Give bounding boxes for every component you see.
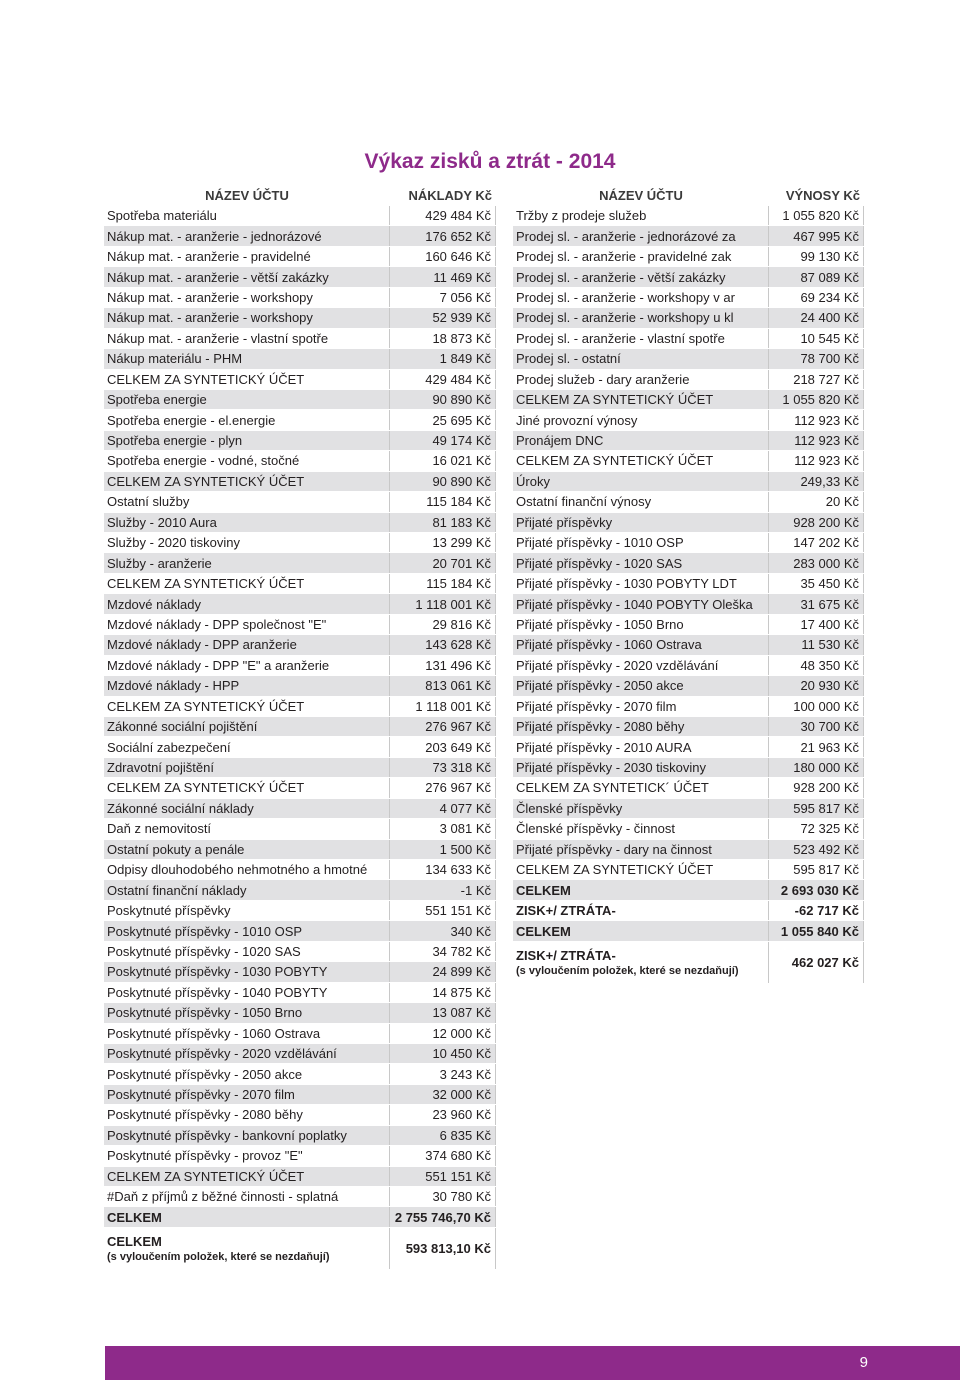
revenues-account-name: CELKEM ZA SYNTETICKÝ ÚČET — [513, 390, 769, 409]
revenues-table-row — [513, 697, 864, 717]
expenses-account-value: 23 960 Kč — [390, 1105, 496, 1124]
expenses-account-name: Odpisy dlouhodobého nehmotného a hmotné — [104, 860, 390, 879]
revenues-account-value: 1 055 820 Kč — [769, 390, 864, 409]
expenses-account-name: Nákup mat. - aranžerie - jednorázové — [104, 226, 390, 245]
revenues-table-row — [513, 206, 864, 226]
expenses-table-row — [104, 247, 496, 267]
revenues-account-value: 249,33 Kč — [769, 472, 864, 491]
expenses-account-value: 52 939 Kč — [390, 308, 496, 327]
revenues-table-row — [513, 615, 864, 635]
revenues-account-name: Prodej sl. - aranžerie - workshopy u kl — [513, 308, 769, 327]
expenses-account-value: 813 061 Kč — [390, 676, 496, 695]
expenses-account-name: Ostatní pokuty a penále — [104, 840, 390, 859]
expenses-account-name: Spotřeba energie - vodné, stočné — [104, 451, 390, 470]
expenses-account-value: 90 890 Kč — [390, 390, 496, 409]
revenues-table-row — [513, 492, 864, 512]
expenses-account-value: 340 Kč — [390, 921, 496, 940]
revenues-account-value: 928 200 Kč — [769, 513, 864, 532]
revenues-account-value: 595 817 Kč — [769, 799, 864, 818]
revenues-account-name: Členské příspěvky — [513, 799, 769, 818]
expenses-account-value: 115 184 Kč — [390, 574, 496, 593]
expenses-table-row — [104, 410, 496, 430]
expenses-account-value: 30 780 Kč — [390, 1187, 496, 1206]
expenses-table-row — [104, 1085, 496, 1105]
expenses-account-name: Mzdové náklady - DPP "E" a aranžerie — [104, 656, 390, 675]
expenses-account-name: CELKEM ZA SYNTETICKÝ ÚČET — [104, 778, 390, 797]
expenses-account-value: 25 695 Kč — [390, 410, 496, 429]
expenses-account-name: Mzdové náklady - DPP společnost "E" — [104, 615, 390, 634]
revenues-table-row — [513, 921, 864, 941]
expenses-account-value: 1 500 Kč — [390, 840, 496, 859]
revenues-account-value: 1 055 840 Kč — [769, 921, 864, 940]
expenses-account-name: Poskytnuté příspěvky - bankovní poplatky — [104, 1126, 390, 1145]
revenues-table-row — [513, 656, 864, 676]
revenues-table-row — [513, 226, 864, 246]
expenses-account-name: Ostatní finanční náklady — [104, 880, 390, 899]
expenses-account-value: 276 967 Kč — [390, 717, 496, 736]
expenses-table-row — [104, 370, 496, 390]
expenses-table-row — [104, 226, 496, 246]
expenses-table-row — [104, 451, 496, 471]
expenses-table-row — [104, 697, 496, 717]
revenues-table-row — [513, 880, 864, 900]
revenues-table-row — [513, 717, 864, 737]
expenses-account-name: Poskytnuté příspěvky - 1020 SAS — [104, 942, 390, 961]
expenses-table-row — [104, 615, 496, 635]
expenses-account-value: 374 680 Kč — [390, 1146, 496, 1165]
revenues-table-row — [513, 533, 864, 553]
revenues-account-value: 928 200 Kč — [769, 778, 864, 797]
expenses-account-name: Služby - aranžerie — [104, 553, 390, 572]
expenses-account-value: -1 Kč — [390, 880, 496, 899]
expenses-table-row — [104, 553, 496, 573]
expenses-account-value: 81 183 Kč — [390, 513, 496, 532]
expenses-account-name: CELKEM ZA SYNTETICKÝ ÚČET — [104, 1167, 390, 1186]
revenues-table-row — [513, 247, 864, 267]
revenues-account-name: Prodej sl. - aranžerie - větší zakázky — [513, 267, 769, 286]
revenues-account-name: CELKEM ZA SYNTETICKÝ ÚČET — [513, 860, 769, 879]
expenses-table-row — [104, 819, 496, 839]
footer-bar — [105, 1346, 960, 1380]
revenues-account-name: Ostatní finanční výnosy — [513, 492, 769, 511]
expenses-account-name: Mzdové náklady - HPP — [104, 676, 390, 695]
expenses-account-value: 131 496 Kč — [390, 656, 496, 675]
expenses-account-name: Ostatní služby — [104, 492, 390, 511]
revenues-account-name: Přijaté příspěvky - 1060 Ostrava — [513, 635, 769, 654]
revenues-account-value: 17 400 Kč — [769, 615, 864, 634]
expenses-account-value: 1 118 001 Kč — [390, 697, 496, 716]
expenses-table-row — [104, 492, 496, 512]
expenses-account-name: CELKEM ZA SYNTETICKÝ ÚČET — [104, 472, 390, 491]
expenses-account-value: 3 243 Kč — [390, 1064, 496, 1083]
revenues-account-value: 147 202 Kč — [769, 533, 864, 552]
expenses-table-row — [104, 717, 496, 737]
expenses-table-row — [104, 942, 496, 962]
expenses-table-row — [104, 472, 496, 492]
expenses-table-row — [104, 880, 496, 900]
expenses-table-row — [104, 1187, 496, 1207]
expenses-table-row — [104, 1024, 496, 1044]
revenues-table-row — [513, 737, 864, 757]
revenues-account-name: Přijaté příspěvky - 1050 Brno — [513, 615, 769, 634]
revenues-table-row — [513, 410, 864, 430]
expenses-table-row — [104, 737, 496, 757]
expenses-account-name: Sociální zabezpečení — [104, 737, 390, 756]
expenses-account-value: 143 628 Kč — [390, 635, 496, 654]
expenses-account-value: 2 755 746,70 Kč — [390, 1207, 496, 1226]
expenses-account-value: 176 652 Kč — [390, 226, 496, 245]
revenues-account-value: 523 492 Kč — [769, 840, 864, 859]
page-number: 9 — [859, 1354, 868, 1371]
revenues-final-label — [513, 942, 769, 983]
expenses-account-name: Nákup materiálu - PHM — [104, 349, 390, 368]
revenues-account-name: Přijaté příspěvky — [513, 513, 769, 532]
expenses-account-name: Služby - 2020 tiskoviny — [104, 533, 390, 552]
revenues-account-value: 78 700 Kč — [769, 349, 864, 368]
expenses-table-row — [104, 758, 496, 778]
expenses-account-name: CELKEM ZA SYNTETICKÝ ÚČET — [104, 697, 390, 716]
revenues-account-value: 30 700 Kč — [769, 717, 864, 736]
expenses-account-value: 16 021 Kč — [390, 451, 496, 470]
revenues-table-row — [513, 308, 864, 328]
expenses-account-name: Poskytnuté příspěvky - 1010 OSP — [104, 921, 390, 940]
revenues-account-name: CELKEM — [513, 880, 769, 899]
expenses-account-value: 4 077 Kč — [390, 799, 496, 818]
expenses-table-row — [104, 1003, 496, 1023]
revenues-account-value: 24 400 Kč — [769, 308, 864, 327]
revenues-account-value: 20 930 Kč — [769, 676, 864, 695]
revenues-account-name: Prodej sl. - ostatní — [513, 349, 769, 368]
revenues-account-value: 21 963 Kč — [769, 737, 864, 756]
expenses-account-value: 13 087 Kč — [390, 1003, 496, 1022]
expenses-account-name: Mzdové náklady — [104, 594, 390, 613]
expenses-account-value: 20 701 Kč — [390, 553, 496, 572]
expenses-header-name: NÁZEV ÚČTU — [205, 187, 289, 203]
revenues-final-note: (s vyloučením položek, které se nezdaňují) — [516, 964, 739, 977]
expenses-account-name: Zdravotní pojištění — [104, 758, 390, 777]
revenues-account-value: 180 000 Kč — [769, 758, 864, 777]
revenues-account-value: 11 530 Kč — [769, 635, 864, 654]
expenses-account-name: Zákonné sociální náklady — [104, 799, 390, 818]
expenses-account-value: 13 299 Kč — [390, 533, 496, 552]
expenses-table-row — [104, 799, 496, 819]
expenses-table-row — [104, 921, 496, 941]
revenues-table-row — [513, 370, 864, 390]
expenses-account-value: 34 782 Kč — [390, 942, 496, 961]
revenues-account-value: 283 000 Kč — [769, 553, 864, 572]
revenues-account-name: Prodej sl. - aranžerie - workshopy v ar — [513, 288, 769, 307]
revenues-account-value: 2 693 030 Kč — [769, 880, 864, 899]
expenses-account-value: 1 118 001 Kč — [390, 594, 496, 613]
expenses-account-name: Poskytnuté příspěvky - provoz "E" — [104, 1146, 390, 1165]
revenues-account-name: Přijaté příspěvky - 2030 tiskoviny — [513, 758, 769, 777]
expenses-table-row — [104, 513, 496, 533]
revenues-table-row — [513, 778, 864, 798]
expenses-table-row — [104, 308, 496, 328]
revenues-account-value: 69 234 Kč — [769, 288, 864, 307]
expenses-account-value: 6 835 Kč — [390, 1126, 496, 1145]
expenses-table-row — [104, 574, 496, 594]
expenses-account-value: 551 151 Kč — [390, 1167, 496, 1186]
revenues-table-row — [513, 840, 864, 860]
revenues-account-value: -62 717 Kč — [769, 901, 864, 920]
revenues-final-value: 462 027 Kč — [769, 942, 864, 983]
expenses-account-value: 90 890 Kč — [390, 472, 496, 491]
revenues-account-value: 1 055 820 Kč — [769, 206, 864, 225]
expenses-account-name: Nákup mat. - aranžerie - workshopy — [104, 288, 390, 307]
revenues-final-row — [513, 942, 864, 984]
revenues-account-value: 112 923 Kč — [769, 431, 864, 450]
expenses-account-name: Nákup mat. - aranžerie - pravidelné — [104, 247, 390, 266]
revenues-account-name: Prodej sl. - aranžerie - jednorázové za — [513, 226, 769, 245]
revenues-account-value: 87 089 Kč — [769, 267, 864, 286]
expenses-table — [104, 184, 496, 1270]
expenses-account-name: Poskytnuté příspěvky - 1030 POBYTY — [104, 962, 390, 981]
expenses-header — [104, 184, 496, 206]
expenses-account-name: Poskytnuté příspěvky - 1060 Ostrava — [104, 1024, 390, 1043]
revenues-table-row — [513, 267, 864, 287]
expenses-account-name: Poskytnuté příspěvky - 2070 film — [104, 1085, 390, 1104]
expenses-account-name: Spotřeba energie - plyn — [104, 431, 390, 450]
expenses-table-row — [104, 1126, 496, 1146]
revenues-account-name: Prodej sl. - aranžerie - vlastní spotře — [513, 329, 769, 348]
revenues-table-row — [513, 390, 864, 410]
revenues-account-name: CELKEM ZA SYNTETICKÝ ÚČET — [513, 451, 769, 470]
revenues-account-name: Členské příspěvky - činnost — [513, 819, 769, 838]
revenues-account-name: Přijaté příspěvky - 2080 běhy — [513, 717, 769, 736]
expenses-account-name: CELKEM — [104, 1207, 390, 1226]
revenues-account-name: Přijaté příspěvky - 1020 SAS — [513, 553, 769, 572]
revenues-table-row — [513, 329, 864, 349]
revenues-table-row — [513, 574, 864, 594]
revenues-header-name: NÁZEV ÚČTU — [599, 187, 683, 203]
revenues-account-value: 20 Kč — [769, 492, 864, 511]
revenues-header — [513, 184, 864, 206]
expenses-table-row — [104, 676, 496, 696]
expenses-account-name: Daň z nemovitostí — [104, 819, 390, 838]
expenses-account-value: 134 633 Kč — [390, 860, 496, 879]
expenses-account-value: 429 484 Kč — [390, 370, 496, 389]
revenues-table-row — [513, 513, 864, 533]
revenues-account-value: 100 000 Kč — [769, 697, 864, 716]
revenues-account-name: Přijaté příspěvky - 1010 OSP — [513, 533, 769, 552]
expenses-account-value: 203 649 Kč — [390, 737, 496, 756]
expenses-account-name: Poskytnuté příspěvky - 2080 běhy — [104, 1105, 390, 1124]
expenses-table-row — [104, 962, 496, 982]
expenses-final-note: (s vyloučením položek, které se nezdaňují) — [107, 1250, 330, 1263]
expenses-table-row — [104, 1167, 496, 1187]
revenues-account-value: 31 675 Kč — [769, 594, 864, 613]
expenses-table-row — [104, 1105, 496, 1125]
expenses-account-value: 73 318 Kč — [390, 758, 496, 777]
revenues-table-row — [513, 635, 864, 655]
expenses-final-row — [104, 1228, 496, 1270]
expenses-account-value: 24 899 Kč — [390, 962, 496, 981]
expenses-table-row — [104, 840, 496, 860]
revenues-account-name: Tržby z prodeje služeb — [513, 206, 769, 225]
expenses-account-value: 1 849 Kč — [390, 349, 496, 368]
expenses-account-value: 32 000 Kč — [390, 1085, 496, 1104]
expenses-table-row — [104, 1146, 496, 1166]
revenues-account-name: CELKEM ZA SYNTETICK´ ÚČET — [513, 778, 769, 797]
expenses-final-label — [104, 1228, 390, 1269]
revenues-table-row — [513, 472, 864, 492]
expenses-account-name: Zákonné sociální pojištění — [104, 717, 390, 736]
revenues-account-name: Přijaté příspěvky - dary na činnost — [513, 840, 769, 859]
revenues-account-name: Přijaté příspěvky - 2010 AURA — [513, 737, 769, 756]
revenues-account-value: 218 727 Kč — [769, 370, 864, 389]
revenues-account-name: ZISK+/ ZTRÁTA- — [513, 901, 769, 920]
revenues-header-value: VÝNOSY Kč — [785, 187, 860, 203]
expenses-table-row — [104, 288, 496, 308]
revenues-account-value: 10 545 Kč — [769, 329, 864, 348]
expenses-account-value: 115 184 Kč — [390, 492, 496, 511]
expenses-account-name: Poskytnuté příspěvky - 1050 Brno — [104, 1003, 390, 1022]
expenses-table-row — [104, 349, 496, 369]
expenses-account-name: CELKEM ZA SYNTETICKÝ ÚČET — [104, 370, 390, 389]
expenses-table-row — [104, 431, 496, 451]
revenues-table-row — [513, 676, 864, 696]
revenues-account-name: Přijaté příspěvky - 2020 vzdělávání — [513, 656, 769, 675]
revenues-table-row — [513, 860, 864, 880]
expenses-account-value: 49 174 Kč — [390, 431, 496, 450]
revenues-account-name: Prodej služeb - dary aranžerie — [513, 370, 769, 389]
revenues-account-name: Přijaté příspěvky - 1040 POBYTY Oleška — [513, 594, 769, 613]
expenses-account-name: Poskytnuté příspěvky - 2050 akce — [104, 1064, 390, 1083]
expenses-account-value: 14 875 Kč — [390, 983, 496, 1002]
expenses-account-value: 551 151 Kč — [390, 901, 496, 920]
revenues-table-row — [513, 288, 864, 308]
expenses-account-value: 18 873 Kč — [390, 329, 496, 348]
expenses-table-row — [104, 1064, 496, 1084]
revenues-rows — [513, 206, 864, 984]
revenues-final-name: ZISK+/ ZTRÁTA- — [516, 947, 616, 963]
revenues-table — [513, 184, 864, 984]
expenses-table-row — [104, 860, 496, 880]
revenues-account-value: 99 130 Kč — [769, 247, 864, 266]
revenues-account-value: 48 350 Kč — [769, 656, 864, 675]
revenues-table-row — [513, 594, 864, 614]
revenues-account-value: 35 450 Kč — [769, 574, 864, 593]
expenses-account-name: #Daň z příjmů z běžné činnosti - splatná — [104, 1187, 390, 1206]
expenses-table-row — [104, 901, 496, 921]
expenses-table-row — [104, 329, 496, 349]
revenues-account-name: Jiné provozní výnosy — [513, 410, 769, 429]
revenues-account-value: 467 995 Kč — [769, 226, 864, 245]
expenses-account-name: Nákup mat. - aranžerie - vlastní spotře — [104, 329, 390, 348]
expenses-final-name: CELKEM — [107, 1233, 162, 1249]
expenses-table-row — [104, 656, 496, 676]
page-title: Výkaz zisků a ztrát - 2014 — [364, 150, 616, 173]
expenses-account-value: 3 081 Kč — [390, 819, 496, 838]
expenses-table-row — [104, 1207, 496, 1227]
expenses-table-row — [104, 594, 496, 614]
expenses-account-name: Spotřeba energie - el.energie — [104, 410, 390, 429]
expenses-account-name: CELKEM ZA SYNTETICKÝ ÚČET — [104, 574, 390, 593]
revenues-account-value: 112 923 Kč — [769, 451, 864, 470]
expenses-account-value: 11 469 Kč — [390, 267, 496, 286]
expenses-header-value: NÁKLADY Kč — [408, 187, 492, 203]
revenues-account-name: Úroky — [513, 472, 769, 491]
expenses-account-name: Poskytnuté příspěvky - 1040 POBYTY — [104, 983, 390, 1002]
expenses-account-name: Spotřeba energie — [104, 390, 390, 409]
expenses-account-value: 29 816 Kč — [390, 615, 496, 634]
revenues-account-name: Pronájem DNC — [513, 431, 769, 450]
expenses-final-value: 593 813,10 Kč — [390, 1228, 496, 1269]
revenues-table-row — [513, 349, 864, 369]
expenses-table-row — [104, 390, 496, 410]
revenues-table-row — [513, 799, 864, 819]
revenues-table-row — [513, 431, 864, 451]
expenses-account-value: 160 646 Kč — [390, 247, 496, 266]
expenses-account-name: Nákup mat. - aranžerie - větší zakázky — [104, 267, 390, 286]
revenues-table-row — [513, 758, 864, 778]
expenses-table-row — [104, 1044, 496, 1064]
expenses-table-row — [104, 533, 496, 553]
revenues-table-row — [513, 901, 864, 921]
expenses-account-name: Služby - 2010 Aura — [104, 513, 390, 532]
expenses-account-name: Poskytnuté příspěvky — [104, 901, 390, 920]
revenues-table-row — [513, 553, 864, 573]
expenses-rows — [104, 206, 496, 1270]
expenses-account-name: Poskytnuté příspěvky - 2020 vzdělávání — [104, 1044, 390, 1063]
revenues-account-name: Přijaté příspěvky - 2070 film — [513, 697, 769, 716]
expenses-account-name: Spotřeba materiálu — [104, 206, 390, 225]
revenues-account-name: Prodej sl. - aranžerie - pravidelné zak — [513, 247, 769, 266]
expenses-account-value: 10 450 Kč — [390, 1044, 496, 1063]
revenues-account-name: Přijaté příspěvky - 2050 akce — [513, 676, 769, 695]
expenses-table-row — [104, 983, 496, 1003]
expenses-table-row — [104, 206, 496, 226]
expenses-table-row — [104, 778, 496, 798]
expenses-table-row — [104, 635, 496, 655]
expenses-account-value: 276 967 Kč — [390, 778, 496, 797]
revenues-account-name: Přijaté příspěvky - 1030 POBYTY LDT — [513, 574, 769, 593]
revenues-account-value: 72 325 Kč — [769, 819, 864, 838]
expenses-account-value: 429 484 Kč — [390, 206, 496, 225]
expenses-table-row — [104, 267, 496, 287]
revenues-table-row — [513, 451, 864, 471]
revenues-table-row — [513, 819, 864, 839]
expenses-account-value: 7 056 Kč — [390, 288, 496, 307]
revenues-account-name: CELKEM — [513, 921, 769, 940]
revenues-account-value: 595 817 Kč — [769, 860, 864, 879]
expenses-account-value: 12 000 Kč — [390, 1024, 496, 1043]
expenses-account-name: Nákup mat. - aranžerie - workshopy — [104, 308, 390, 327]
revenues-account-value: 112 923 Kč — [769, 410, 864, 429]
expenses-account-name: Mzdové náklady - DPP aranžerie — [104, 635, 390, 654]
